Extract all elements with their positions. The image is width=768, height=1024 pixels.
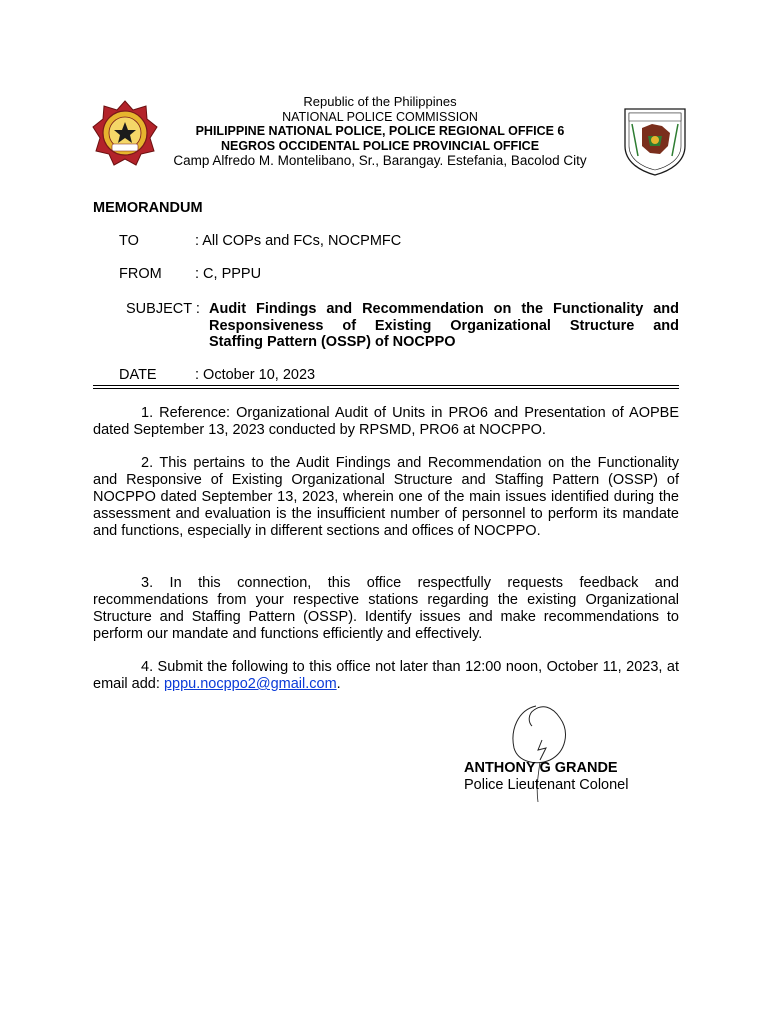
regional-office-line: PHILIPPINE NATIONAL POLICE, POLICE REGIONAL OFFICE 6 [195,124,565,138]
paragraph-1: 1. Reference: Organizational Audit of Units in PRO6 and Presentation of AOPBE dated September 13, 2023 conducted by RPSMD, PRO6 at NOCPPO. [93,405,679,438]
paragraph-4-text: 4. Submit the following to this office not later than 12:00 noon, October 11, 2023, at email add: [93,659,679,692]
date-label: DATE [119,367,157,383]
paragraph-2: 2. This pertains to the Audit Findings and Recommendation on the Functionality and Responsive of Existing Organizational Structure and Staffing Pattern (OSSP) of NOCPPO dated September 13, 2023, wherein one of the main issues identified during the assessment and evaluation is the insufficient number of personnel to perform its mandate and functions, especially in different sections and offices of NOCPPO. [93,455,679,539]
negros-occidental-seal-logo [622,106,688,176]
date-value: : October 10, 2023 [195,367,316,383]
paragraph-3: 3. In this connection, this office respectfully requests feedback and recommendations from your respective stations regarding the existing Organizational Structure and Staffing Pattern (OSSP). Identify issues and make recommendations to perform our mandate and functions efficiently and effectively. [93,575,679,642]
from-label: FROM [119,266,162,282]
from-value: : C, PPPU [195,266,262,282]
pnp-seal-logo [92,100,158,166]
email-link[interactable]: pppu.nocppo2@gmail.com [163,676,337,692]
header-divider-top [93,385,679,386]
subject-label: SUBJECT : [126,301,200,317]
letterhead [150,95,610,169]
to-value: : All COPs and FCs, NOCPMFC [195,233,402,249]
subject-line-1: Audit Findings and Recommendation on the Functionality and [209,301,679,317]
to-label: TO [119,233,139,249]
subject-line-3: Staffing Pattern (OSSP) of NOCPPO [209,334,456,350]
header-divider-bottom [93,388,679,389]
subject-line-2: Responsiveness of Existing Organizational Structure and [209,317,679,334]
subject-text [209,301,679,351]
paragraph-4 [93,659,679,693]
address-line: Camp Alfredo M. Montelibano, Sr., Barangay. Estefania, Bacolod City [173,153,587,168]
paragraph-4-end: . [336,676,341,692]
signatory-name: ANTHONY G GRANDE [464,760,618,776]
memo-title: MEMORANDUM [93,200,203,216]
commission-line: NATIONAL POLICE COMMISSION [282,109,478,124]
signatory-rank: Police Lieutenant Colonel [464,777,629,793]
provincial-office-line: NEGROS OCCIDENTAL POLICE PROVINCIAL OFFICE [220,138,540,153]
republic-line: Republic of the Philippines [303,94,457,109]
signature [506,700,576,810]
